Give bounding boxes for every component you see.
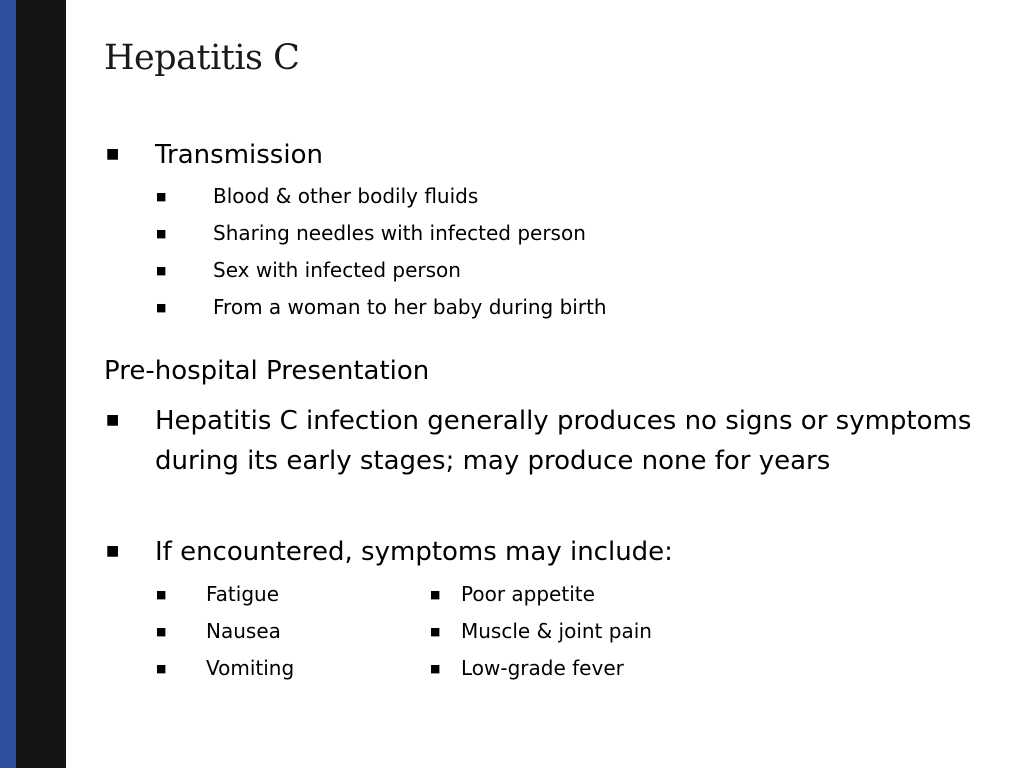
bullet-icon: ■ [156, 588, 167, 601]
left-accent-bar-dark [16, 0, 66, 768]
bullet-icon: ■ [156, 625, 167, 638]
bullet-icon: ■ [156, 301, 167, 314]
bullet-icon: ■ [430, 662, 441, 675]
symptom-item: Poor appetite [461, 582, 595, 606]
symptom-item: Muscle & joint pain [461, 619, 652, 643]
symptom-item: Low-grade fever [461, 656, 624, 680]
symptom-item: Vomiting [206, 656, 295, 680]
symptom-item: Fatigue [206, 582, 279, 606]
left-accent-bar-blue [0, 0, 16, 768]
slide-title: Hepatitis C [104, 38, 300, 78]
transmission-item: Sex with infected person [213, 258, 461, 282]
bullet-icon: ■ [430, 588, 441, 601]
transmission-item: Blood & other bodily fluids [213, 184, 479, 208]
transmission-heading: Transmission [155, 140, 323, 170]
bullet-icon: ■ [156, 227, 167, 240]
presentation-point-symptoms: If encountered, symptoms may include: [155, 537, 673, 567]
presentation-point-no-symptoms: Hepatitis C infection generally produces no signs or symptoms during its early stages; may produce none for years [155, 406, 972, 476]
symptom-item: Nausea [206, 619, 281, 643]
bullet-icon: ■ [156, 190, 167, 203]
bullet-icon: ■ [106, 543, 120, 559]
transmission-item: Sharing needles with infected person [213, 221, 586, 245]
transmission-item: From a woman to her baby during birth [213, 295, 607, 319]
bullet-icon: ■ [156, 662, 167, 675]
bullet-icon: ■ [156, 264, 167, 277]
bullet-icon: ■ [106, 146, 120, 162]
presentation-heading: Pre-hospital Presentation [104, 356, 430, 386]
bullet-icon: ■ [430, 625, 441, 638]
bullet-icon: ■ [106, 412, 120, 428]
